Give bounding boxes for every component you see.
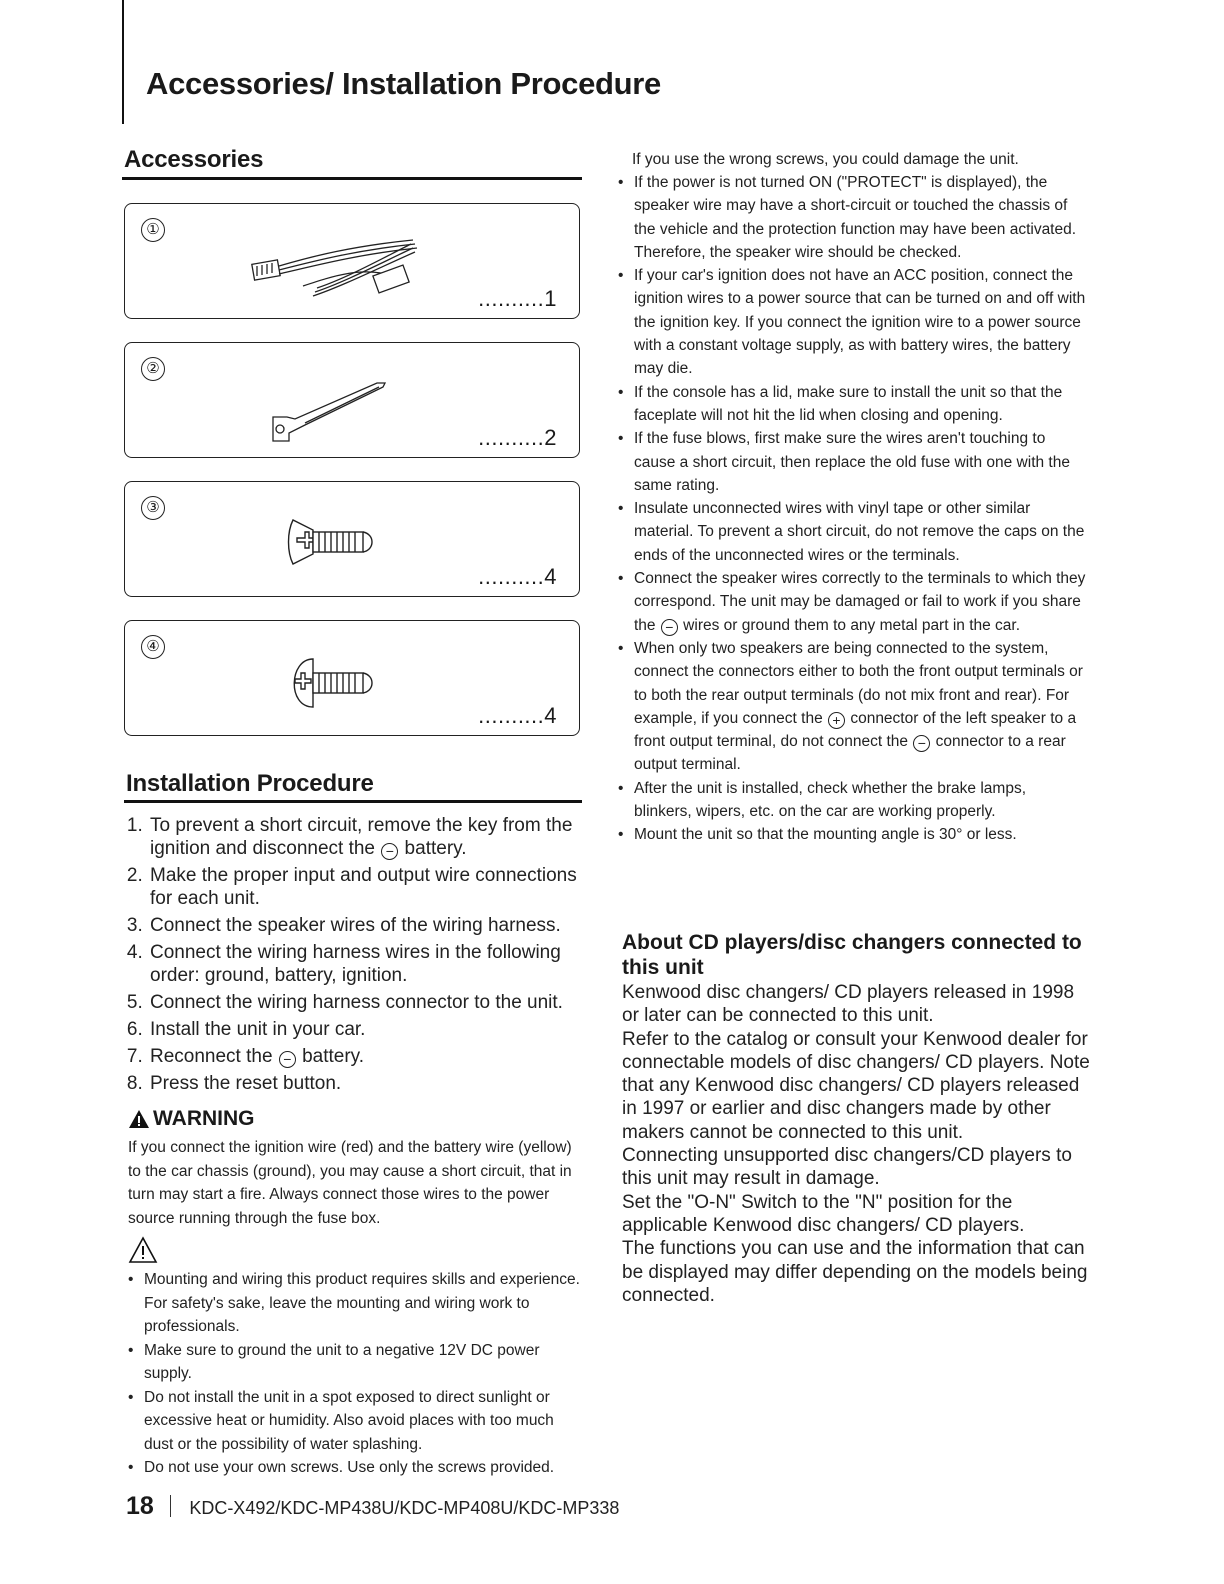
list-item: • If the power is not turned ON ("PROTECT" is displayed), the speaker wire may have a short-circuit or touched the chassis of the vehicle and the protection function may have been activated. Therefore, the speaker wire should be checked. — [616, 171, 1086, 264]
wiring-harness-icon — [243, 226, 433, 306]
list-item: 5. Connect the wiring harness connector to the unit. — [148, 991, 604, 1014]
list-item: 7. Reconnect the − battery. — [148, 1045, 604, 1068]
item-quantity: ..........1 — [478, 286, 557, 311]
list-item: • Insulate unconnected wires with vinyl tape or other similar material. To prevent a short circuit, do not remove the caps on the ends of the unconnected wires or the terminals. — [616, 497, 1086, 567]
cd-section-body — [622, 981, 1092, 1307]
page-number: 18 — [126, 1492, 154, 1520]
item-quantity: ..........4 — [478, 703, 557, 728]
list-item: • When only two speakers are being connected to the system, connect the connectors either to both the front output terminals or to both the rear output terminals (do not mix front and rear). For example, if you connect the + connector of the left speaker to a front output terminal, do not connect the − connector to a rear output terminal. — [616, 637, 1086, 777]
list-item: • If the console has a lid, make sure to install the unit so that the faceplate will not hit the lid when closing and opening. — [616, 381, 1086, 428]
list-item: 2. Make the proper input and output wire connections for each unit. — [148, 864, 604, 910]
caution-triangle-icon — [128, 1236, 158, 1264]
plus-symbol-icon: + — [828, 712, 845, 729]
warning-heading — [128, 1107, 255, 1131]
warning-title: WARNING — [153, 1107, 255, 1130]
footer-divider — [170, 1495, 172, 1517]
model-names: KDC-X492/KDC-MP438U/KDC-MP408U/KDC-MP338 — [189, 1498, 620, 1518]
list-item: • After the unit is installed, check whether the brake lamps, blinkers, wipers, etc. on the car are working properly. — [616, 777, 1086, 824]
round-head-screw-icon — [285, 651, 385, 715]
list-item: • Make sure to ground the unit to a negative 12V DC power supply. — [126, 1339, 586, 1386]
installation-steps — [126, 814, 604, 1099]
installation-rule — [124, 800, 582, 803]
item-quantity: ..........4 — [478, 564, 557, 589]
accessory-box-4 — [124, 620, 580, 736]
list-item: • Mounting and wiring this product requires skills and experience. For safety's sake, leave the mounting and wiring work to professionals. — [126, 1268, 586, 1339]
minus-symbol-icon: − — [913, 735, 930, 752]
accessory-box-1 — [124, 203, 580, 319]
list-item: 8. Press the reset button. — [148, 1072, 604, 1095]
flat-head-screw-icon — [285, 512, 385, 572]
list-item: • Connect the speaker wires correctly to the terminals to which they correspond. The unit may be damaged or fail to work if you share the − wires or ground them to any metal part in the car. — [616, 567, 1086, 637]
paragraph: Refer to the catalog or consult your Kenwood dealer for connectable models of disc changers/ CD players. Note that any Kenwood disc changers/ CD players released in 1997 or earlier and disc changers made by other makers cannot be connected to this unit. — [622, 1028, 1090, 1143]
list-item: • Do not install the unit in a spot exposed to direct sunlight or excessive heat or humidity. Also avoid places with too much dust or the possibility of water splashing. — [126, 1386, 586, 1457]
list-item: 6. Install the unit in your car. — [148, 1018, 604, 1041]
list-item: 3. Connect the speaker wires of the wiring harness. — [148, 914, 604, 937]
list-item: • Mount the unit so that the mounting angle is 30° or less. — [616, 823, 1086, 846]
warning-triangle-icon — [128, 1109, 150, 1129]
continued-text: If you use the wrong screws, you could damage the unit. — [632, 151, 1019, 168]
caution-list-right — [616, 171, 1086, 847]
item-number: ② — [141, 357, 165, 381]
list-item: • Do not use your own screws. Use only the screws provided. — [126, 1456, 586, 1480]
accessories-title: Accessories — [124, 146, 264, 173]
minus-symbol-icon: − — [381, 843, 398, 860]
page-title: Accessories/ Installation Procedure — [146, 66, 661, 101]
minus-symbol-icon: − — [661, 619, 678, 636]
warning-text: If you connect the ignition wire (red) and the battery wire (yellow) to the car chassis (ground), you may cause a short circuit, that in turn may start a fire. Always connect those wires to the power source running through the fuse box. — [128, 1139, 572, 1227]
extraction-key-icon — [265, 365, 395, 445]
header-rule — [122, 0, 124, 124]
cd-section-title: About CD players/disc changers connected to this unit — [622, 931, 1082, 979]
item-number: ④ — [141, 635, 165, 659]
accessories-rule — [122, 177, 582, 180]
item-number: ③ — [141, 496, 165, 520]
accessory-box-3 — [124, 481, 580, 597]
page-footer — [126, 1492, 619, 1521]
installation-title: Installation Procedure — [126, 770, 374, 797]
list-item: • If the fuse blows, first make sure the wires aren't touching to cause a short circuit, then replace the old fuse with one with the same rating. — [616, 427, 1086, 497]
item-quantity: ..........2 — [478, 425, 557, 450]
list-item: 1. To prevent a short circuit, remove the key from the ignition and disconnect the − battery. — [148, 814, 604, 860]
paragraph: Set the "O-N" Switch to the "N" position for the applicable Kenwood disc changers/ CD players. — [622, 1191, 1025, 1236]
paragraph: The functions you can use and the information that can be displayed may differ depending on the models being connected. — [622, 1238, 1088, 1306]
list-item: 4. Connect the wiring harness wires in the following order: ground, battery, ignition. — [148, 941, 604, 987]
paragraph: Kenwood disc changers/ CD players released in 1998 or later can be connected to this unit. — [622, 982, 1075, 1027]
caution-list-left — [126, 1268, 586, 1480]
item-number: ① — [141, 218, 165, 242]
paragraph: Connecting unsupported disc changers/CD players to this unit may result in damage. — [622, 1145, 1072, 1190]
accessory-box-2 — [124, 342, 580, 458]
list-item: • If your car's ignition does not have an ACC position, connect the ignition wires to a power source that can be turned on and off with the ignition key. If you connect the ignition wire to a power source with a constant voltage supply, as with battery wires, the battery may die. — [616, 264, 1086, 380]
minus-symbol-icon: − — [279, 1051, 296, 1068]
